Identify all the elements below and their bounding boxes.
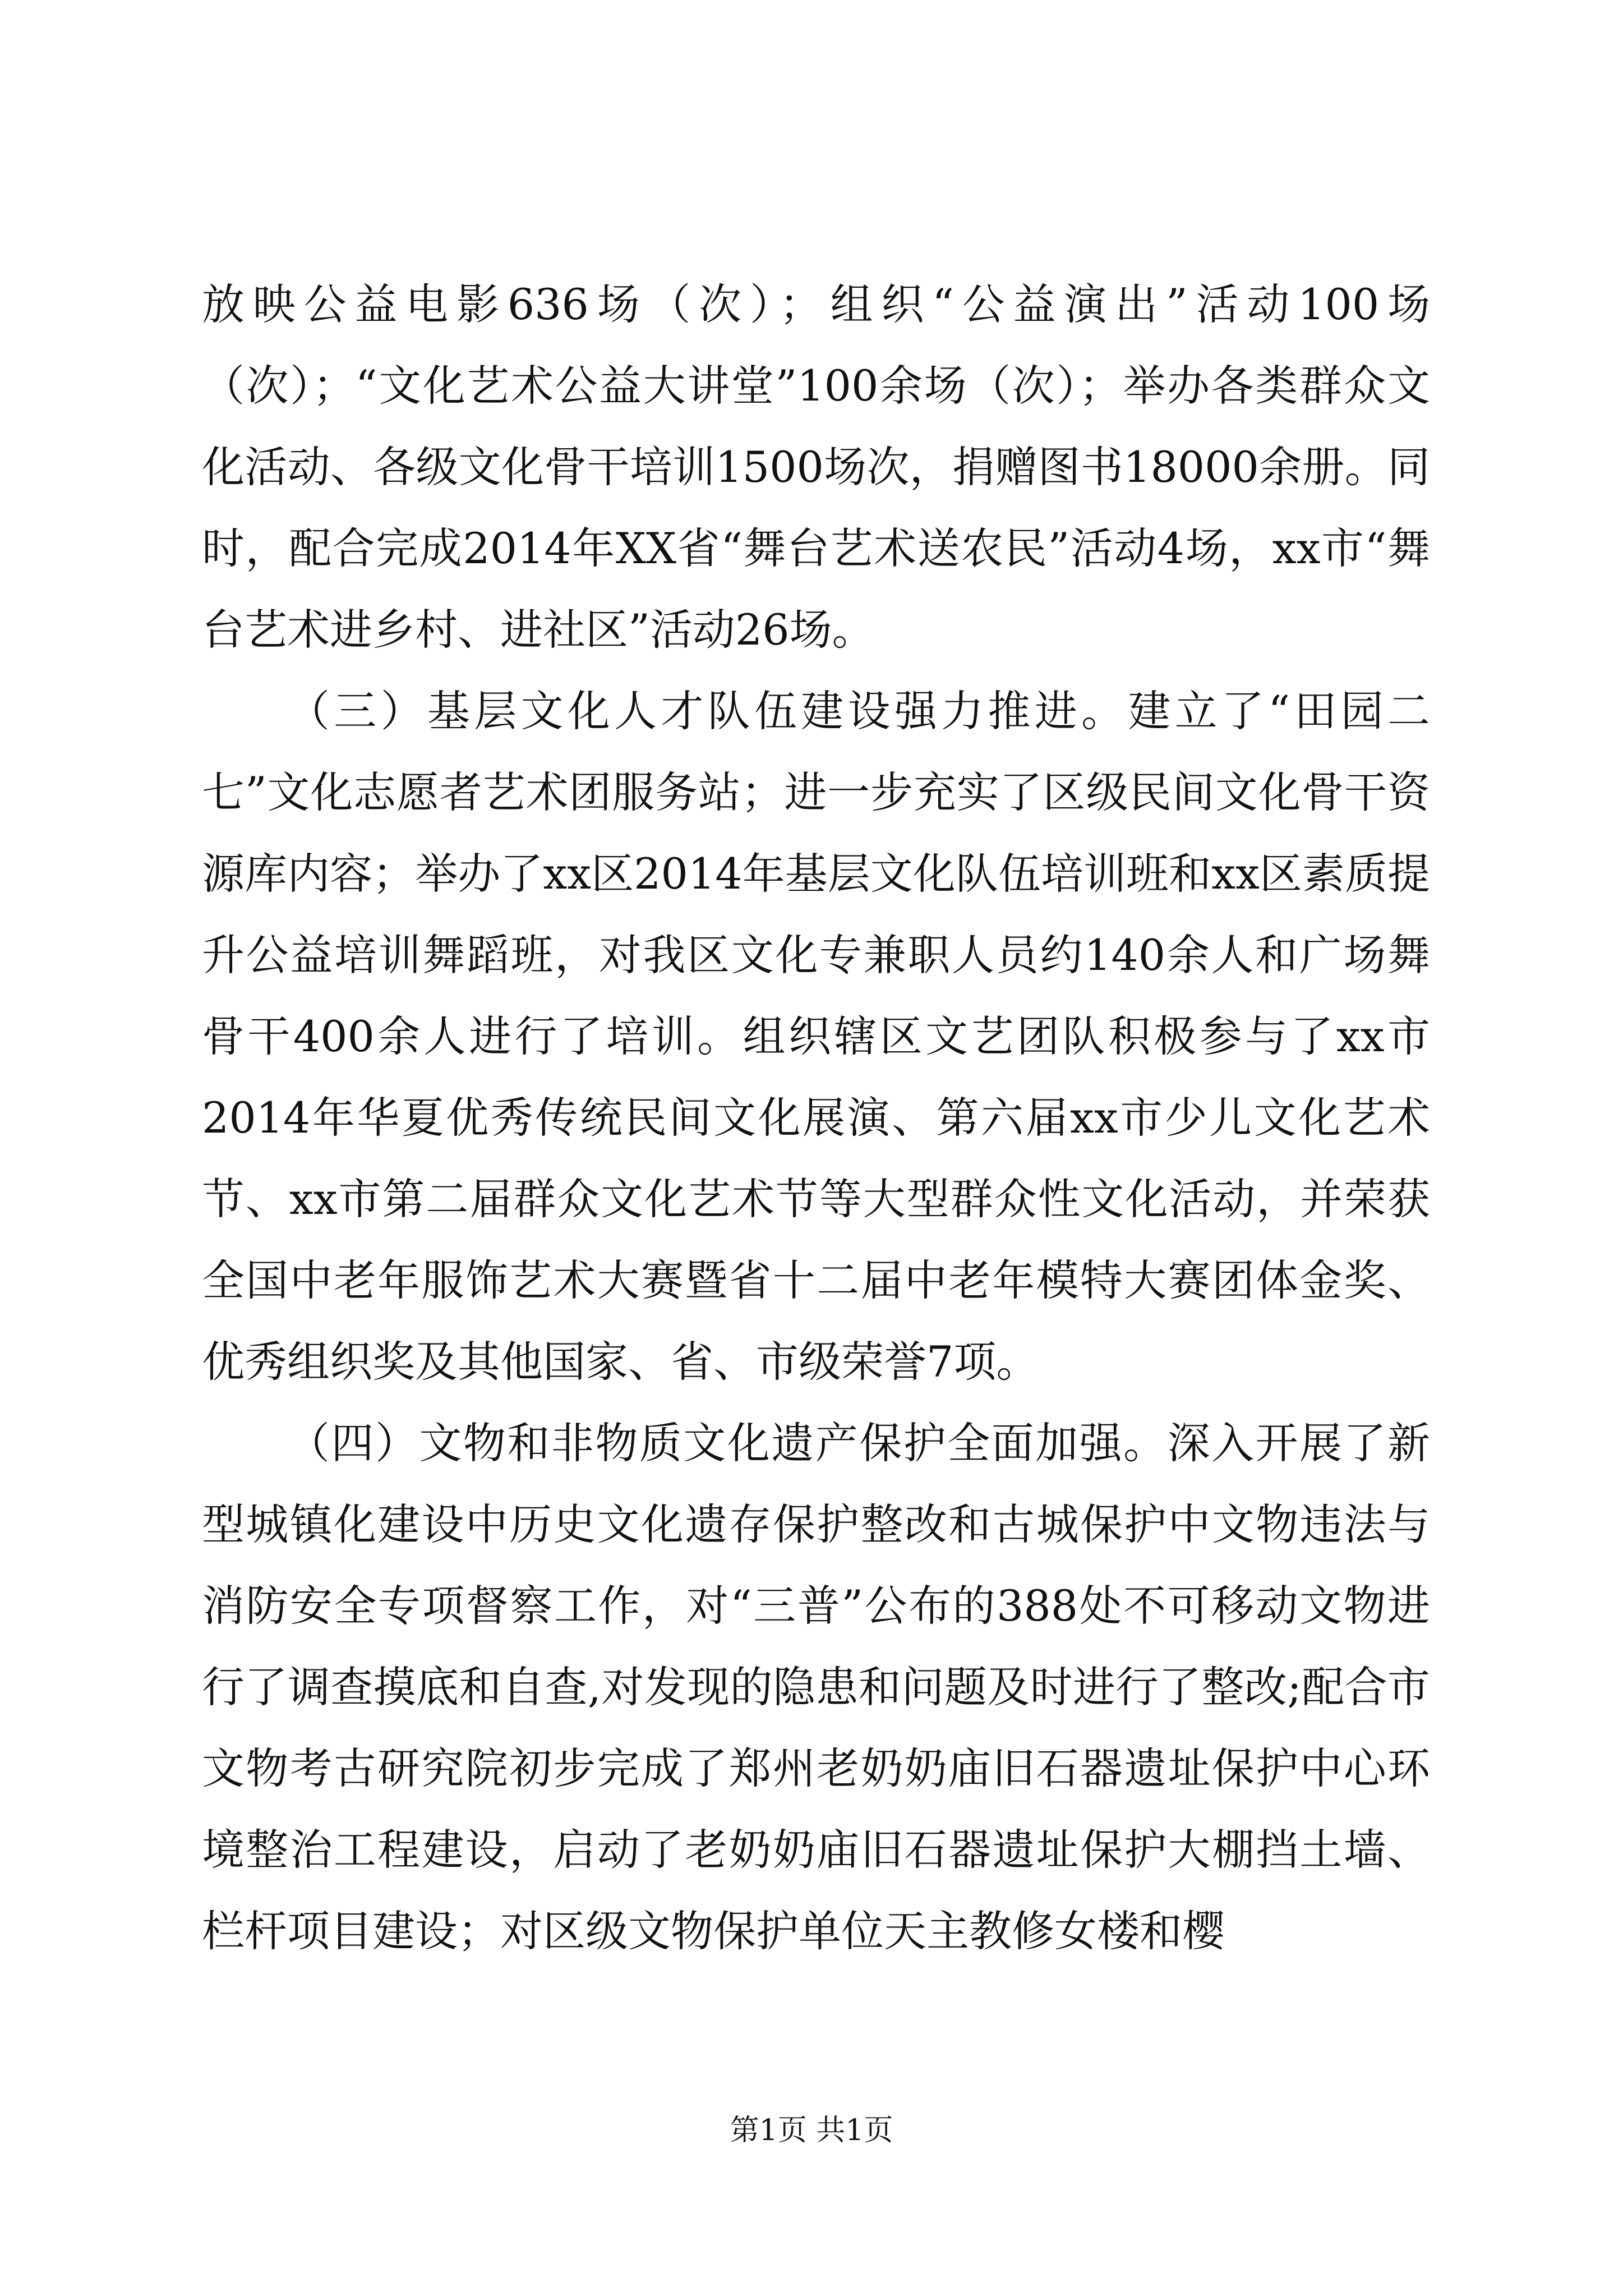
paragraph-section-3: （三）基层文化人才队伍建设强力推进。建立了“田园二七”文化志愿者艺术团服务站；进一步充实了区级民间文化骨干资源库内容；举办了xx区2014年基层文化队伍培训班和xx区素质提升公益培训舞蹈班，对我区文化专兼职人员约140余人和广场舞骨干400余人进行了培训。组织辖区文艺团队积极参与了xx市2014年华夏优秀传统民间文化展演、第六届xx市少儿文化艺术节、xx市第二届群众文化艺术节等大型群众性文化活动，并荣获全国中老年服饰艺术大赛暨省十二届中老年模特大赛团体金奖、优秀组织奖及其他国家、省、市级荣誉7项。: [202, 686, 1430, 1387]
paragraph-continuation: 放映公益电影636场（次）；组织“公益演出”活动100场（次）；“文化艺术公益大讲堂”100余场（次）；举办各类群众文化活动、各级文化骨干培训1500场次，捐赠图书18000余册。同时，配合完成2014年XX省“舞台艺术送农民”活动4场，xx市“舞台艺术进乡村、进社区”活动26场。: [202, 279, 1430, 655]
paragraph-section-4: （四）文物和非物质文化遗产保护全面加强。深入开展了新型城镇化建设中历史文化遗存保护整改和古城保护中文物违法与消防安全专项督察工作，对“三普”公布的388处不可移动文物进行了调查摸底和自查,对发现的隐患和问题及时进行了整改;配合市文物考古研究院初步完成了郑州老奶奶庙旧石器遗址保护中心环境整治工程建设，启动了老奶奶庙旧石器遗址保护大棚挡土墙、栏杆项目建设；对区级文物保护单位天主教修女楼和樱: [202, 1418, 1430, 1956]
page-footer: 第1页 共1页: [730, 2114, 893, 2147]
document-body: [202, 264, 1430, 1972]
